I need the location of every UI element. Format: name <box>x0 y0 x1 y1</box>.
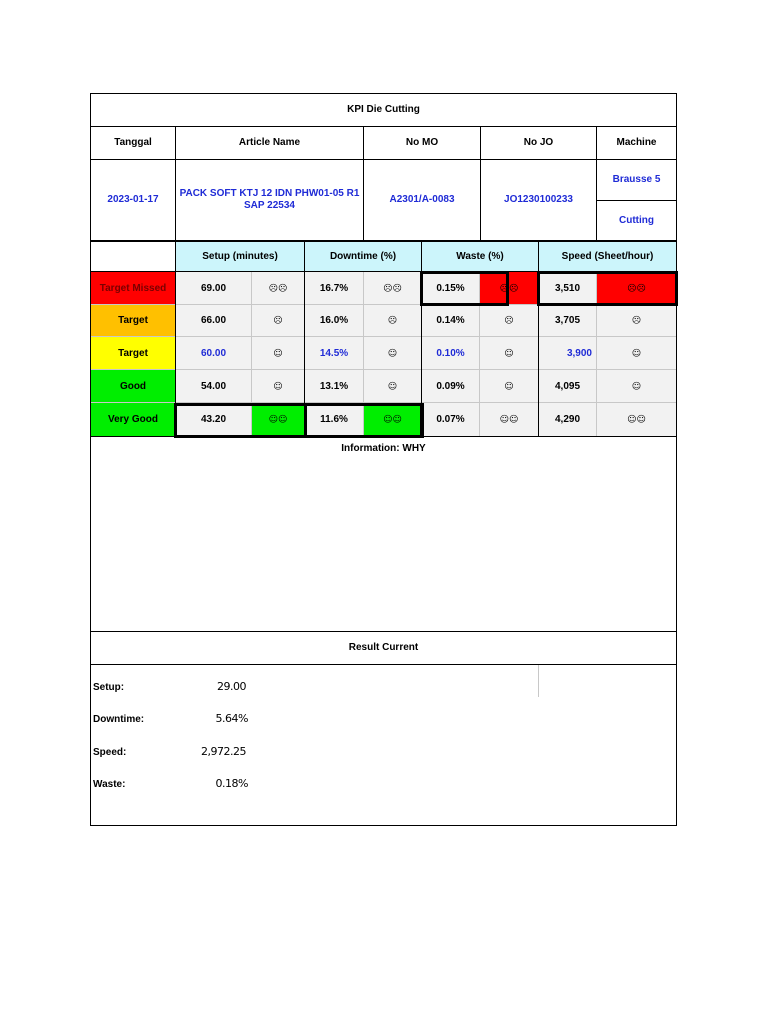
kpi-row-label: Target Missed <box>91 272 175 305</box>
smiley-icon: ☺☺ <box>268 414 288 425</box>
result-setup-label: Setup: <box>93 682 125 693</box>
kpi-value <box>539 370 596 403</box>
kpi-value <box>176 337 251 370</box>
record-no-jo: JO1230100233 <box>504 194 573 205</box>
kpi-header-setup: Setup (minutes) <box>176 242 304 271</box>
record-process: Cutting <box>619 214 654 226</box>
kpi-value-text: 3,900 <box>566 347 592 359</box>
kpi-value <box>305 370 363 403</box>
smiley-icon: ☺ <box>504 381 514 392</box>
smiley-icon: ☺☺ <box>383 414 402 425</box>
kpi-value-text: 0.07% <box>436 413 465 425</box>
result-title: Result Current <box>348 642 419 653</box>
header-no-mo: No MO <box>405 137 439 148</box>
result-speed-value: 2,972.25 <box>201 745 246 758</box>
smiley-icon: ☺ <box>631 348 642 359</box>
kpi-value <box>305 337 363 370</box>
kpi-face-icon <box>480 272 538 305</box>
kpi-header-speed: Speed (Sheet/hour) <box>539 242 676 271</box>
kpi-face-icon <box>597 337 676 370</box>
kpi-face-icon <box>364 305 421 337</box>
kpi-value-text: 66.00 <box>200 315 227 326</box>
smiley-icon: ☺ <box>387 381 398 392</box>
kpi-value-text: 13.1% <box>319 380 349 392</box>
smiley-icon: ☺ <box>387 348 398 359</box>
kpi-face-icon <box>364 337 421 370</box>
smiley-icon: ☹ <box>273 316 283 326</box>
kpi-face-icon <box>364 403 421 436</box>
kpi-value-text: 4,095 <box>554 380 581 392</box>
smiley-icon: ☺ <box>273 348 283 359</box>
kpi-header-waste: Waste (%) <box>422 242 538 271</box>
kpi-face-icon <box>480 370 538 403</box>
kpi-row-label: Very Good <box>91 403 175 436</box>
smiley-icon: ☹ <box>387 316 398 326</box>
kpi-face-icon <box>480 305 538 337</box>
kpi-header-blank <box>91 242 175 271</box>
smiley-icon: ☹☹ <box>499 283 519 294</box>
kpi-face-icon <box>252 305 304 337</box>
kpi-value-text: 11.6% <box>320 413 348 425</box>
kpi-sheet <box>90 93 677 826</box>
kpi-value-text: 69.00 <box>200 282 227 294</box>
kpi-value <box>422 272 479 305</box>
smiley-icon: ☺☺ <box>627 414 646 425</box>
smiley-icon: ☹☹ <box>383 283 402 294</box>
record-machine: Brausse 5 <box>612 174 661 185</box>
kpi-value <box>539 272 596 305</box>
kpi-value <box>422 337 479 370</box>
result-waste-label: Waste: <box>93 779 126 790</box>
smiley-icon: ☹☹ <box>268 283 288 294</box>
kpi-face-icon <box>252 370 304 403</box>
kpi-row-label: Good <box>91 370 175 403</box>
kpi-face-icon <box>597 272 676 305</box>
kpi-value <box>305 305 363 337</box>
result-setup-value: 29.00 <box>217 680 246 693</box>
kpi-value <box>305 272 363 305</box>
kpi-value <box>305 403 363 436</box>
kpi-header-downtime: Downtime (%) <box>305 242 421 271</box>
kpi-value-text: 54.00 <box>200 380 227 392</box>
kpi-value <box>539 305 596 337</box>
kpi-value <box>422 370 479 403</box>
kpi-value-text: 16.7% <box>319 282 349 294</box>
result-downtime-value: 5.64% <box>215 712 248 725</box>
kpi-value-text: 0.14% <box>436 315 465 326</box>
kpi-value-text: 3,510 <box>554 282 581 294</box>
record-no-mo: A2301/A-0083 <box>389 194 455 205</box>
kpi-row-label: Target <box>91 337 175 370</box>
kpi-face-icon <box>597 305 676 337</box>
result-downtime-label: Downtime: <box>93 714 145 725</box>
result-waste-value: 0.18% <box>215 777 248 790</box>
kpi-value-text: 16.0% <box>319 315 349 326</box>
kpi-value <box>422 403 479 436</box>
smiley-icon: ☹ <box>504 316 514 326</box>
kpi-value-text: 4,290 <box>554 413 581 425</box>
kpi-value-text: 0.10% <box>436 347 465 359</box>
kpi-face-icon <box>597 370 676 403</box>
smiley-icon: ☹☹ <box>627 283 646 294</box>
kpi-value <box>539 337 596 370</box>
kpi-face-icon <box>252 403 304 436</box>
kpi-value-text: 3,705 <box>554 315 581 326</box>
smiley-icon: ☺ <box>504 348 514 359</box>
header-tanggal: Tanggal <box>114 137 152 148</box>
article-line-1: PACK SOFT KTJ 12 IDN PHW01-05 R1 <box>179 188 360 199</box>
information-label: Information: WHY <box>341 443 426 454</box>
kpi-face-icon <box>364 370 421 403</box>
record-article-name <box>176 160 363 240</box>
header-machine: Machine <box>616 137 657 148</box>
article-line-2: SAP 22534 <box>244 200 295 211</box>
header-article-name: Article Name <box>238 137 301 148</box>
smiley-icon: ☺ <box>631 381 642 392</box>
kpi-value-text: 0.09% <box>436 380 465 392</box>
kpi-face-icon <box>252 272 304 305</box>
kpi-value-text: 60.00 <box>200 347 227 359</box>
kpi-face-icon <box>364 272 421 305</box>
smiley-icon: ☹ <box>631 316 642 326</box>
kpi-value-text: 0.15% <box>436 282 465 294</box>
smiley-icon: ☺ <box>273 381 283 392</box>
smiley-icon: ☺☺ <box>499 414 519 425</box>
kpi-face-icon <box>480 337 538 370</box>
kpi-value <box>176 370 251 403</box>
kpi-value <box>422 305 479 337</box>
sheet-title: KPI Die Cutting <box>347 104 420 115</box>
kpi-value <box>539 403 596 436</box>
kpi-face-icon <box>252 337 304 370</box>
kpi-value-text: 14.5% <box>319 347 349 359</box>
kpi-value <box>176 403 251 436</box>
kpi-value-text: 43.20 <box>200 413 227 425</box>
header-no-jo: No JO <box>523 137 554 148</box>
kpi-row-label: Target <box>91 305 175 337</box>
kpi-face-icon <box>480 403 538 436</box>
kpi-value <box>176 272 251 305</box>
record-tanggal: 2023-01-17 <box>107 194 159 205</box>
kpi-face-icon <box>597 403 676 436</box>
result-speed-label: Speed: <box>93 747 127 758</box>
kpi-value <box>176 305 251 337</box>
